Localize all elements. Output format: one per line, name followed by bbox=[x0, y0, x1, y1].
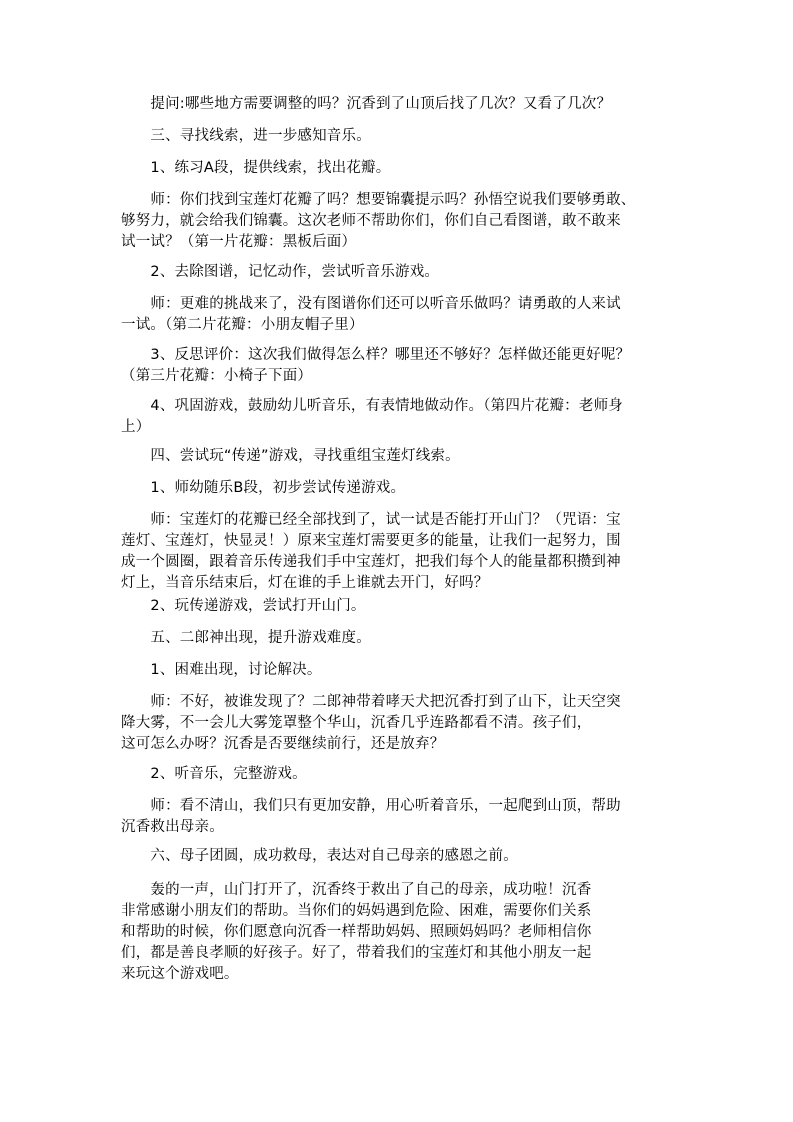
paragraph: 师：宝莲灯的花瓣已经全部找到了，试一试是否能打开山门？（咒语：宝 莲灯、宝莲灯，快显灵！）原来宝莲灯需要更多的能量，让我们一起努力，围 成一个圆圈，跟着音乐传递我们手中宝莲灯，把我们每个人的能量都积攒到神 灯上，当音乐结束后，灯在谁的手上谁就去开门，好吗？ bbox=[121, 512, 621, 591]
section-heading: 四、尝试玩“传递”游戏，寻找重组宝莲灯线索。 bbox=[121, 448, 460, 464]
paragraph: 师：不好，被谁发现了？二郎神带着哮天犬把沉香打到了山下，让天空突 降大雾，不一会儿大雾笼罩整个华山，沉香几乎连路都看不清。孩子们， 这可怎么办呀？沉香是否要继续前行，还是放弃？ bbox=[121, 694, 621, 752]
step-heading: 2、玩传递游戏，尝试打开山门。 bbox=[121, 598, 366, 614]
paragraph: 师：你们找到宝莲灯花瓣了吗？想要锦囊提示吗？孙悟空说我们要够勇敢、 够努力，就会给我们锦囊。这次老师不帮助你们，你们自己看图谱，敢不敢来 试一试？（第一片花瓣：黑板后面） bbox=[121, 192, 636, 250]
section-heading: 六、母子团圆，成功救母，表达对自己母亲的感恩之前。 bbox=[121, 848, 518, 864]
step-heading: 2、去除图谱，记忆动作，尝试听音乐游戏。 bbox=[121, 264, 440, 280]
paragraph: 师：更难的挑战来了，没有图谱你们还可以听音乐做吗？请勇敢的人来试 一试。（第二片花瓣：小朋友帽子里） bbox=[121, 296, 621, 333]
step-heading: 1、练习A段，提供线索，找出花瓣。 bbox=[121, 160, 391, 176]
section-heading: 三、寻找线索，进一步感知音乐。 bbox=[121, 128, 371, 144]
paragraph: 轰的一声，山门打开了，沉香终于救出了自己的母亲，成功啦！沉香 非常感谢小朋友们的帮助。当你们的妈妈遇到危险、困难，需要你们关系 和帮助的时候，你们愿意向沉香一样帮助妈妈、照顾妈妈吗？老师相信你 们，都是善良孝顺的好孩子。好了，带着我们的宝莲灯和其他小朋友一起 来玩这个游戏吧。 bbox=[121, 882, 592, 982]
paragraph: 提问:哪些地方需要调整的吗？沉香到了山顶后找了几次？又看了几次？ bbox=[121, 96, 612, 112]
paragraph: 4、巩固游戏，鼓励幼儿听音乐，有表情地做动作。（第四片花瓣：老师身 上） bbox=[121, 398, 623, 435]
paragraph: 3、反思评价：这次我们做得怎么样？哪里还不够好？怎样做还能更好呢？ （第三片花瓣：小椅子下面） bbox=[121, 347, 631, 384]
section-heading: 五、二郎神出现，提升游戏难度。 bbox=[121, 630, 371, 646]
step-heading: 1、困难出现，讨论解决。 bbox=[121, 662, 322, 678]
step-heading: 2、听音乐，完整游戏。 bbox=[121, 766, 307, 782]
step-heading: 1、师幼随乐B段，初步尝试传递游戏。 bbox=[121, 480, 406, 496]
paragraph: 师：看不清山，我们只有更加安静，用心听着音乐，一起爬到山顶，帮助 沉香救出母亲。 bbox=[121, 798, 621, 835]
